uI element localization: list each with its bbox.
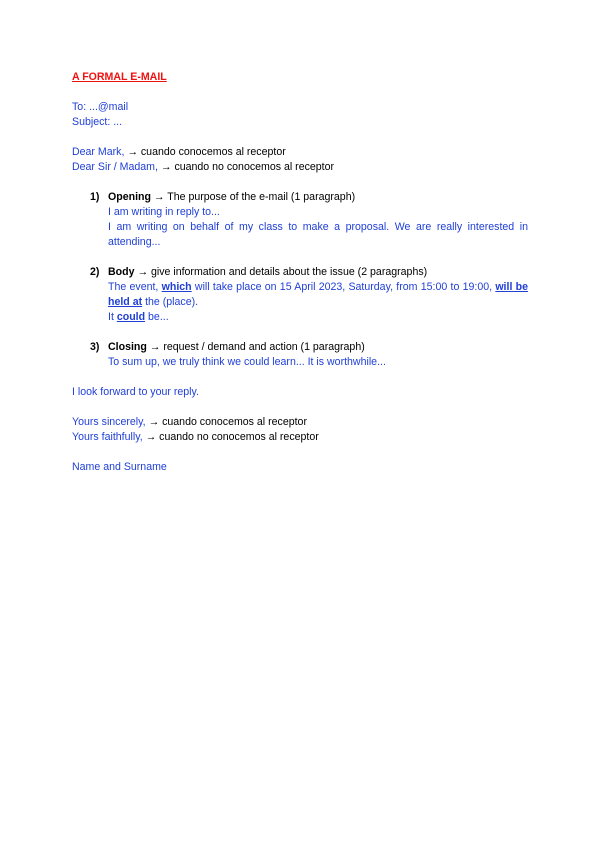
keyword-which: which: [161, 281, 192, 293]
greeting-known: [72, 145, 528, 160]
document-title: A FORMAL E-MAIL: [72, 71, 167, 83]
section-number: 2): [90, 266, 100, 278]
section-title: Body: [108, 266, 135, 278]
section-description: → The purpose of the e-mail (1 paragraph): [153, 191, 356, 203]
example-text: It: [108, 311, 117, 323]
greeting-note: → cuando no conocemos al receptor: [160, 161, 335, 173]
closing-phrase: Yours sincerely,: [72, 416, 146, 428]
section-closing: [72, 340, 528, 370]
example-paragraph: [108, 280, 528, 310]
example-line: To sum up, we truly think we could learn... It is worthwhile...: [108, 356, 386, 368]
closing-sincerely: [72, 415, 528, 430]
example-line: I am writing in reply to...: [108, 206, 220, 218]
section-description: → request / demand and action (1 paragraph): [149, 341, 365, 353]
section-number: 1): [90, 191, 100, 203]
section-heading: [108, 190, 528, 205]
example-text: the (place).: [142, 296, 199, 308]
signature-line: Name and Surname: [72, 461, 167, 473]
example-text: The event,: [108, 281, 162, 293]
example-text: be...: [145, 311, 169, 323]
to-line: To: ...@mail: [72, 101, 129, 113]
example-line: [108, 310, 528, 325]
keyword-could: could: [116, 311, 146, 323]
subject-line: Subject: ...: [72, 116, 123, 128]
section-heading: [108, 340, 528, 355]
closing-note: → cuando conocemos al receptor: [148, 416, 307, 428]
section-heading: [108, 265, 528, 280]
greeting-note: → cuando conocemos al receptor: [127, 146, 286, 158]
section-title: Closing: [108, 341, 147, 353]
closing-faithfully: [72, 430, 528, 445]
section-body: [72, 265, 528, 325]
section-description: → give information and details about the issue (2 paragraphs): [137, 266, 428, 278]
look-forward-line: I look forward to your reply.: [72, 386, 199, 398]
document-page: [72, 70, 528, 475]
example-line: I am writing on behalf of my class to make a proposal. We are really interested in attending...: [108, 221, 528, 248]
closing-phrase: Yours faithfully,: [72, 431, 143, 443]
keyword-will-be-held-at: will be held at: [108, 281, 529, 308]
example-text: will take place on 15 April 2023, Saturday, from 15:00 to 19:00,: [191, 281, 496, 293]
closing-note: → cuando no conocemos al receptor: [145, 431, 319, 443]
greeting-phrase: Dear Mark,: [72, 146, 125, 158]
section-opening: [72, 190, 528, 250]
section-title: Opening: [108, 191, 151, 203]
greeting-unknown: [72, 160, 528, 175]
section-number: 3): [90, 341, 100, 353]
greeting-phrase: Dear Sir / Madam,: [72, 161, 158, 173]
